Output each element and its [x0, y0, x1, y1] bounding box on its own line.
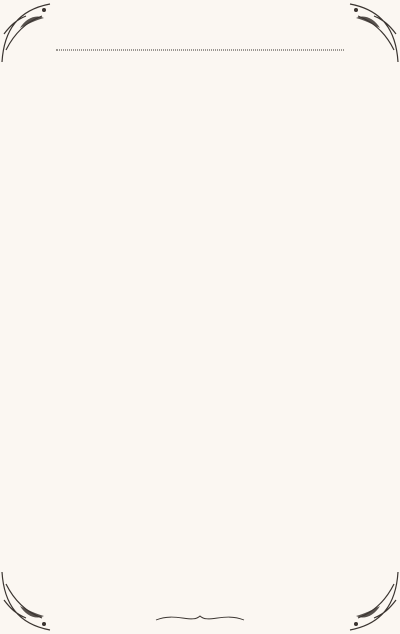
- part-heading[interactable]: [54, 51, 346, 52]
- toc-content: [54, 46, 346, 54]
- leader-dots: [56, 50, 344, 51]
- bottom-ornament-icon: [152, 610, 248, 624]
- corner-ornament-icon: [0, 0, 64, 64]
- corner-ornament-icon: [336, 570, 400, 634]
- corner-ornament-icon: [336, 0, 400, 64]
- corner-ornament-icon: [0, 570, 64, 634]
